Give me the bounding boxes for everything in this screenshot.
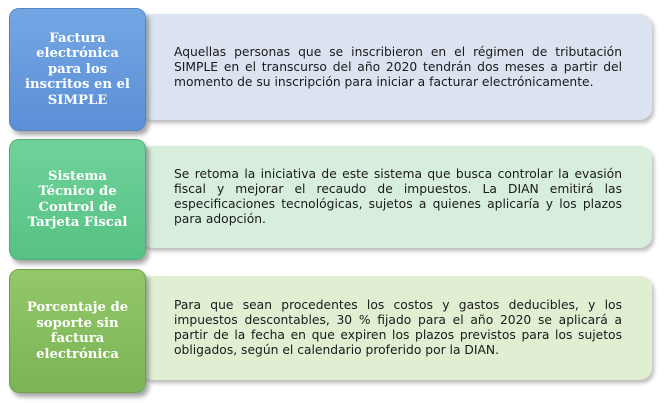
label-tab-2-text: Sistema Técnico de Control de Tarjeta Fiscal	[27, 168, 128, 230]
description-box-3	[140, 276, 652, 380]
label-tab-3	[9, 269, 146, 393]
label-tab-2	[9, 139, 146, 260]
description-text-1: Aquellas personas que se inscribieron en el régimen de tributación SIMPLE en el transcurso del año 2020 tendrán dos meses a partir del momento de su inscripción para iniciar a facturar electrónicamente.	[174, 44, 622, 89]
description-box-2	[140, 146, 652, 248]
label-tab-1-text: Factura electrónica para los inscritos en el SIMPLE	[25, 30, 130, 108]
description-text-2: Se retoma la iniciativa de este sistema que busca controlar la evasión fiscal y mejorar el recaudo de impuestos. La DIAN emitirá las especificaciones tecnológicas, sujetos a quienes aplicaría y los plazos para adopción.	[174, 167, 622, 226]
description-text-3: Para que sean procedentes los costos y gastos deducibles, y los impuestos descontables, 30 % fijado para el año 2020 se aplicará a partir de la fecha en que expiren los plazos previstos para los sujetos obligados, según el calendario proferido por la DIAN.	[174, 298, 622, 357]
description-box-1	[140, 14, 652, 120]
label-tab-3-text: Porcentaje de soporte sin factura electrónica	[26, 300, 129, 362]
label-tab-1	[9, 8, 146, 131]
